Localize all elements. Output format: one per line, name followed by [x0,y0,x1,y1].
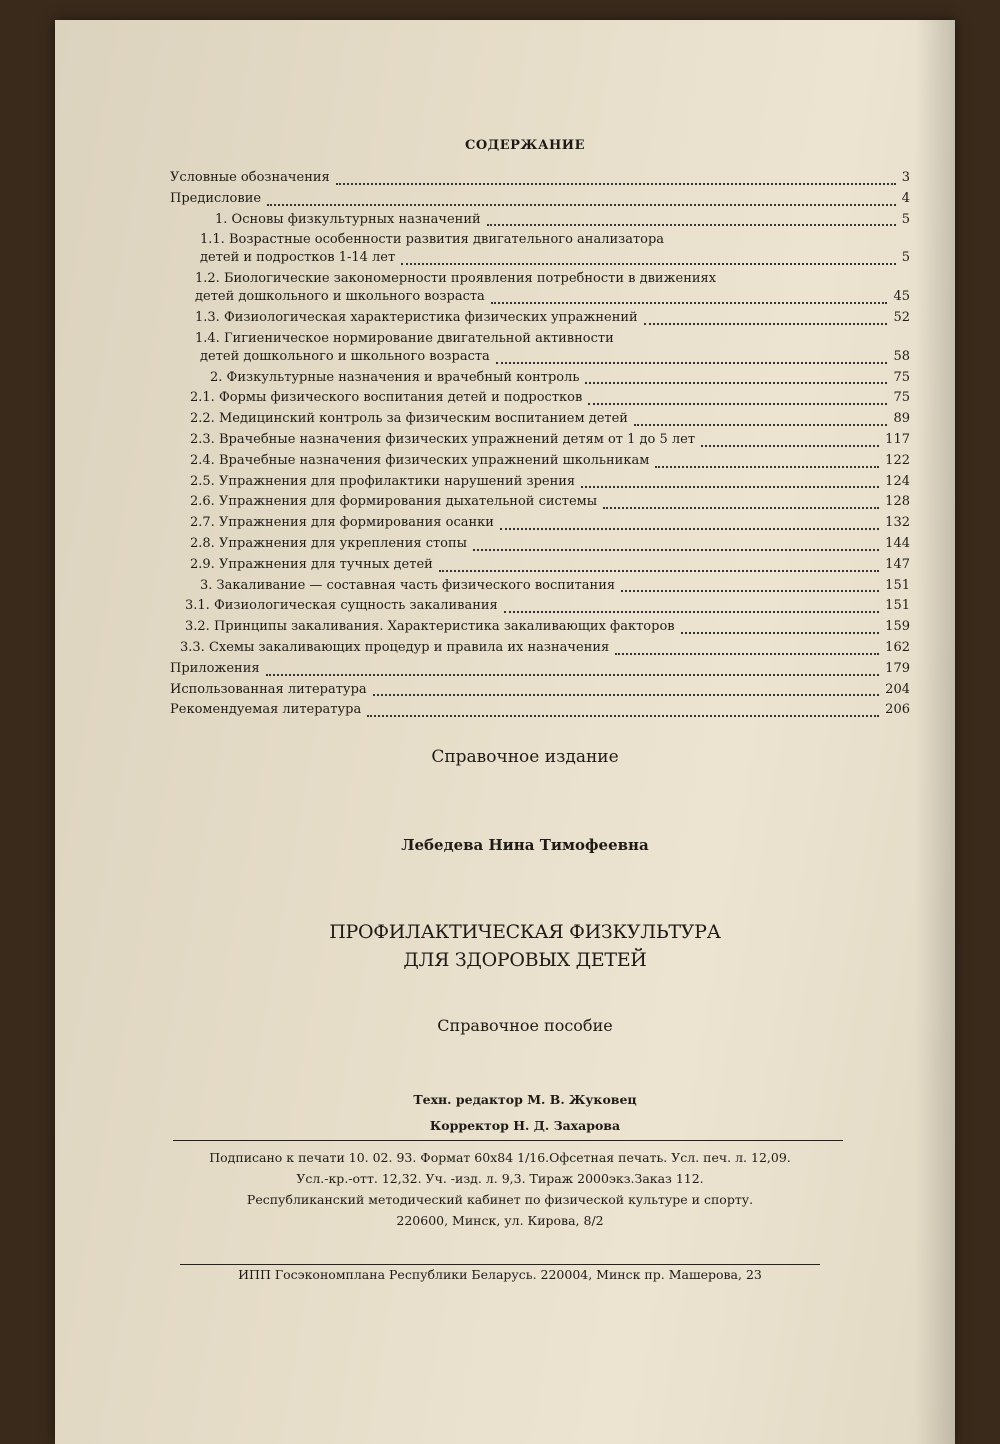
toc-entry-text: 2.5. Упражнения для профилактики нарушений зрения [190,473,576,489]
book-title [55,918,955,974]
toc-leader-dots [267,204,896,206]
imprint-line-1: Подписано к печати 10. 02. 93. Формат 60х84 1/16.Офсетная печать. Усл. печ. л. 12,09. [209,1150,791,1165]
toc-entry-text: 2.9. Упражнения для тучных детей [190,556,433,572]
book-title-line-1: ПРОФИЛАКТИЧЕСКАЯ ФИЗКУЛЬТУРА [329,921,721,943]
book-page [55,20,955,1444]
toc-entry [170,329,910,347]
toc-entry-text: 2.1. Формы физического воспитания детей и подростков [190,390,583,406]
edition-type: Справочное издание [431,747,619,767]
toc-entry [170,492,910,513]
toc-entry-text: 3.2. Принципы закаливания. Характеристика закаливающих факторов [185,619,675,635]
imprint-line-2: Усл.-кр.-отт. 12,32. Уч. -изд. л. 9,3. Тираж 2000экз.Заказ 112. [296,1171,704,1186]
toc-leader-dots [500,528,879,530]
toc-entry [170,388,910,409]
toc-entry [170,534,910,555]
toc-page-number: 147 [885,556,910,572]
toc-entry [170,269,910,287]
toc-entry-text: 1.1. Возрастные особенности развития двигательного анализатора [200,232,665,248]
toc-leader-dots [701,445,879,447]
toc-entry-text: Условные обозначения [170,170,330,185]
toc-entry [170,472,910,493]
toc-page-number: 151 [885,577,910,593]
toc-entry [170,617,910,638]
toc-entry-text: 2.6. Упражнения для формирования дыхательной системы [190,494,598,510]
toc-page-number: 4 [901,190,910,206]
author-name: Лебедева Нина Тимофеевна [401,836,649,854]
toc-entry [170,596,910,617]
toc-page-number: 5 [901,250,910,266]
toc-entry [170,409,910,430]
toc-leader-dots [401,263,896,265]
imprint-line-3: Республиканский методический кабинет по физической культуре и спорту. [246,1192,754,1207]
toc-page-number: 124 [885,473,910,489]
table-of-contents [170,168,910,721]
toc-entry [170,638,910,659]
toc-leader-dots [373,694,879,696]
toc-page-number: 117 [885,431,910,447]
corrector: Корректор Н. Д. Захарова [429,1118,621,1133]
toc-page-number: 151 [885,598,910,614]
toc-entry-text: 2.2. Медицинский контроль за физическим воспитанием детей [190,411,628,427]
toc-entry [170,168,910,189]
toc-entry [170,513,910,534]
page-shadow [915,20,955,1444]
toc-leader-dots [655,466,879,468]
toc-leader-dots [473,549,879,551]
toc-page-number: 179 [885,660,910,676]
imprint-divider-top [173,1140,843,1141]
printer-info: ИПП Госэкономплана Республики Беларусь. 220004, Минск пр. Машерова, 23 [238,1267,762,1282]
toc-page-number: 75 [893,390,910,406]
toc-leader-dots [603,507,879,509]
toc-leader-dots [504,611,879,613]
toc-leader-dots [588,403,887,405]
toc-leader-dots [336,183,896,185]
imprint-block [170,1147,830,1231]
toc-page-number: 159 [885,619,910,635]
toc-entry [170,287,910,308]
toc-entry [170,230,910,248]
toc-title: СОДЕРЖАНИЕ [464,138,586,153]
toc-entry-text: 3. Закаливание — составная часть физического воспитания [200,577,616,593]
toc-entry-text: 2.7. Упражнения для формирования осанки [190,515,494,531]
toc-page-number: 75 [893,369,910,385]
toc-page-number: 122 [885,452,910,468]
toc-entry-text: 2.4. Врачебные назначения физических упражнений школьникам [190,452,650,468]
toc-entry [170,210,910,231]
toc-entry [170,368,910,389]
toc-entry [170,576,910,597]
toc-leader-dots [681,632,879,634]
toc-page-number: 58 [893,348,910,364]
tech-editor: Техн. редактор М. В. Жуковец [413,1092,637,1107]
toc-leader-dots [496,362,887,364]
toc-page-number: 89 [893,411,910,427]
toc-entry [170,451,910,472]
toc-leader-dots [581,486,879,488]
toc-entry-text: Использованная литература [170,681,367,697]
toc-entry-text: 2.3. Врачебные назначения физических упражнений детям от 1 до 5 лет [190,431,696,447]
toc-leader-dots [439,570,879,572]
toc-entry [170,700,910,721]
toc-entry-text: 3.1. Физиологическая сущность закаливания [185,598,498,614]
toc-entry [170,555,910,576]
toc-leader-dots [491,302,887,304]
toc-page-number: 45 [893,289,910,305]
toc-entry-text: детей дошкольного и школьного возраста [200,348,490,364]
toc-page-number: 128 [885,494,910,510]
toc-entry [170,659,910,680]
toc-leader-dots [644,323,887,325]
toc-page-number: 144 [885,535,910,551]
toc-page-number: 132 [885,515,910,531]
toc-page-number: 204 [885,681,910,697]
book-subtitle: Справочное пособие [437,1016,613,1035]
toc-entry-text: 3.3. Схемы закаливающих процедур и правила их назначения [180,639,610,655]
toc-page-number: 162 [885,639,910,655]
toc-leader-dots [621,590,879,592]
toc-page-number: 5 [901,211,910,227]
toc-page-number: 206 [885,702,910,718]
toc-entry-text: 1.2. Биологические закономерности проявления потребности в движениях [195,271,717,287]
toc-entry [170,430,910,451]
toc-page-number: 3 [901,170,910,185]
toc-entry-text: Рекомендуемая литература [170,702,362,718]
toc-leader-dots [585,382,887,384]
toc-page-number: 52 [893,309,910,325]
toc-entry-text: 1.4. Гигиеническое нормирование двигательной активности [195,330,614,346]
toc-entry [170,680,910,701]
toc-entry [170,248,910,269]
toc-entry [170,347,910,368]
toc-entry-text: детей и подростков 1-14 лет [200,250,396,266]
imprint-line-4: 220600, Минск, ул. Кирова, 8/2 [396,1213,604,1228]
toc-entry-text: 1. Основы физкультурных назначений [215,211,481,227]
toc-leader-dots [487,224,896,226]
toc-entry [170,308,910,329]
toc-leader-dots [266,674,879,676]
toc-leader-dots [615,653,879,655]
toc-entry-text: Предисловие [170,190,262,206]
toc-entry [170,189,910,210]
toc-entry-text: 2.8. Упражнения для укрепления стопы [190,535,468,551]
toc-leader-dots [367,715,879,717]
toc-entry-text: детей дошкольного и школьного возраста [195,289,485,305]
toc-entry-text: 2. Физкультурные назначения и врачебный контроль [210,369,580,385]
toc-entry-text: 1.3. Физиологическая характеристика физических упражнений [195,309,638,325]
toc-entry-text: Приложения [170,660,260,676]
imprint-divider-bottom [180,1264,820,1265]
toc-leader-dots [634,424,887,426]
book-title-line-2: ДЛЯ ЗДОРОВЫХ ДЕТЕЙ [403,949,647,971]
